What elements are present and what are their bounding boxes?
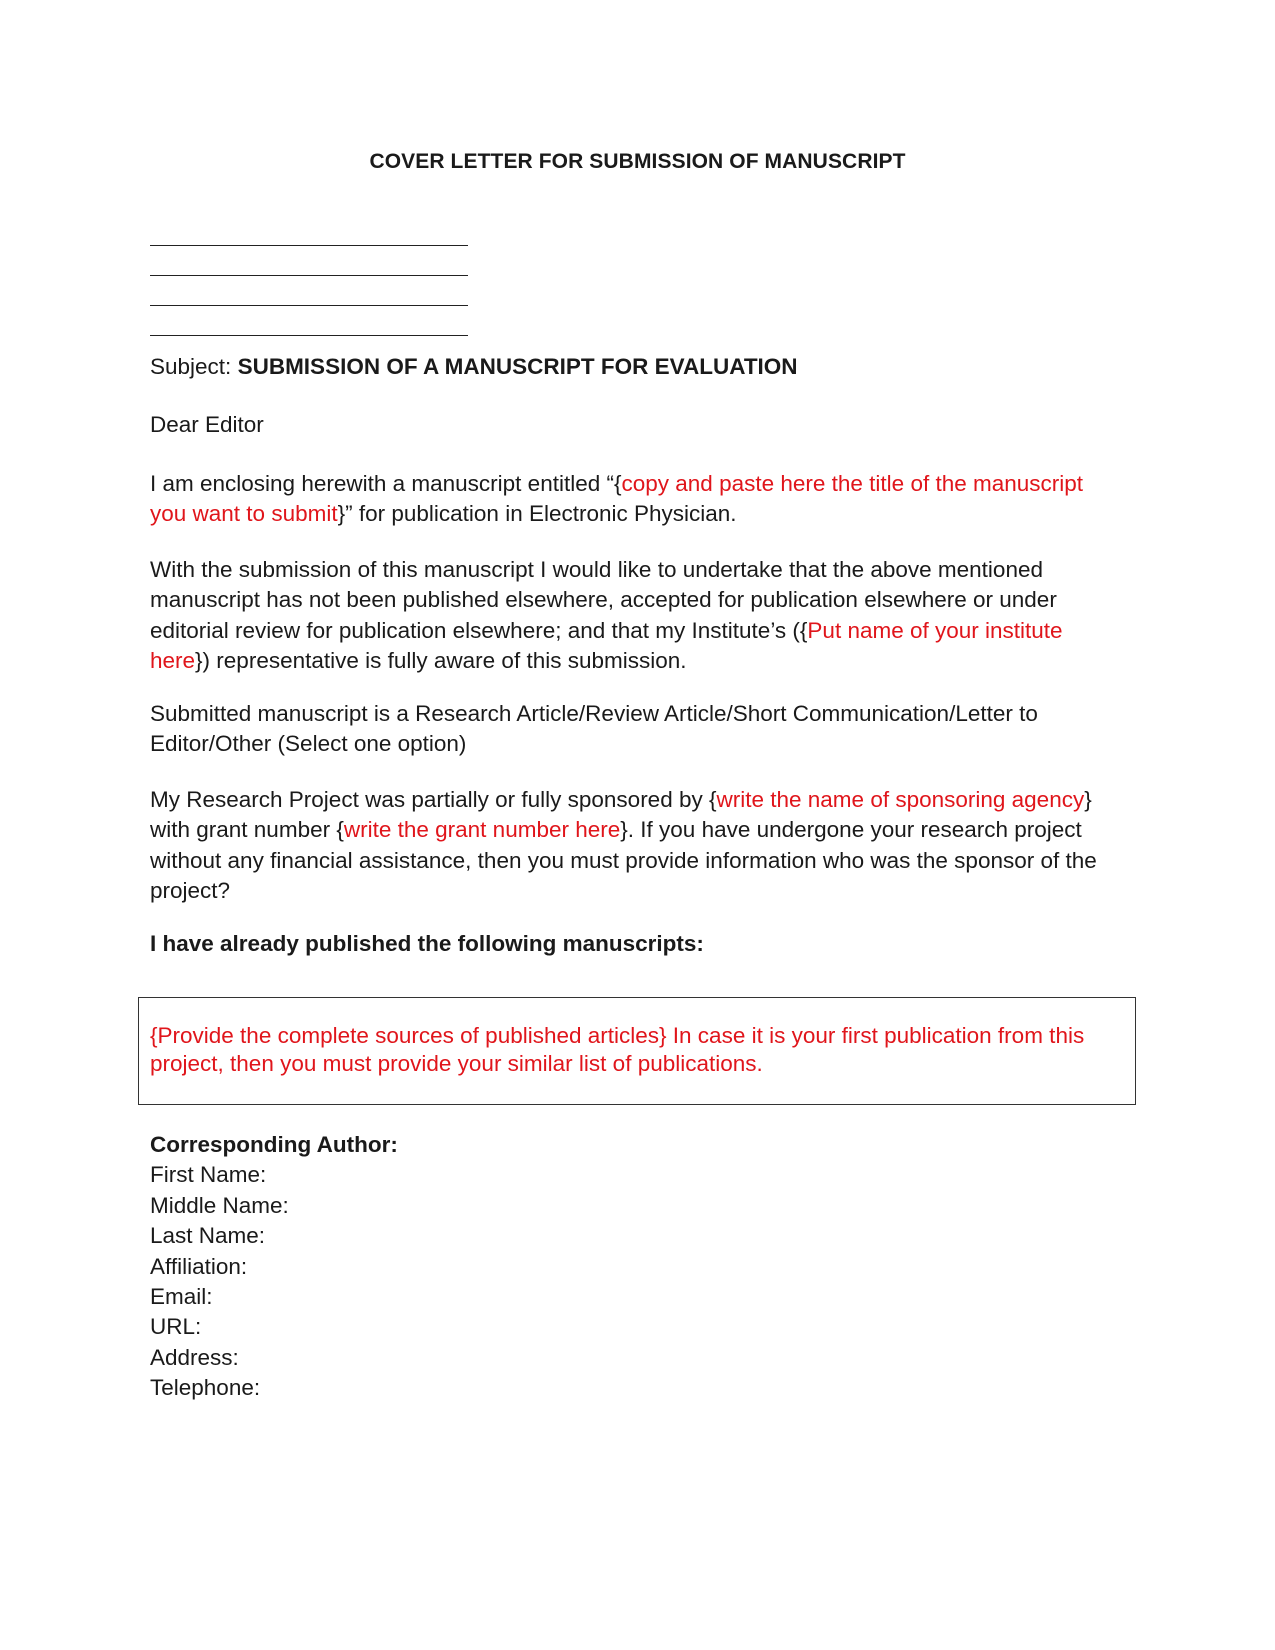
para1-text: I am enclosing herewith a manuscript entitled “{ <box>150 471 622 496</box>
institute-placeholder: Put name of your institute here <box>150 617 1063 674</box>
page-title: COVER LETTER FOR SUBMISSION OF MANUSCRIPT <box>369 150 906 173</box>
field-address: Address: <box>150 1344 239 1370</box>
field-telephone: Telephone: <box>150 1375 261 1401</box>
address-line <box>150 216 468 246</box>
subject-line <box>150 352 1125 382</box>
field-affiliation: Affiliation: <box>150 1253 248 1279</box>
paragraph-manuscript-title <box>150 469 1125 530</box>
field-middle-name: Middle Name: <box>150 1192 289 1218</box>
grant-number-placeholder: write the grant number here <box>343 817 621 843</box>
address-line <box>150 276 468 306</box>
subject-value: SUBMISSION OF A MANUSCRIPT FOR EVALUATION <box>237 354 798 379</box>
salutation: Dear Editor <box>150 412 264 437</box>
para4-text: My Research Project was partially or fully sponsored by { <box>150 787 717 812</box>
field-last-name: Last Name: <box>150 1223 266 1249</box>
para1-text-end: }” for publication in Electronic Physician. <box>337 501 737 527</box>
para2-text: With the submission of this manuscript I would like to undertake that the above mentioned manuscript has not been published elsewhere, accepted for publication elsewhere or under editorial review for publication elsewhere; and that my Institute’s ({ <box>150 557 1057 643</box>
corresponding-author-block <box>150 1130 398 1404</box>
corresponding-author-heading: Corresponding Author: <box>150 1132 398 1157</box>
field-url: URL: <box>150 1314 202 1340</box>
field-first-name: First Name: <box>150 1162 267 1188</box>
para4-text-end: }. If you have undergone your research project without any financial assistance, then you must provide information who was the sponsor of the project? <box>150 817 1097 904</box>
published-manuscripts-box <box>138 997 1136 1105</box>
paragraph-sponsorship <box>150 785 1125 907</box>
subject-label: Subject: <box>150 354 238 379</box>
para2-text-end: }) representative is fully aware of this submission. <box>195 648 687 674</box>
paragraph-article-type: Submitted manuscript is a Research Article/Review Article/Short Communication/Letter to Editor/Other (Select one option) <box>150 701 1038 757</box>
field-email: Email: <box>150 1284 213 1310</box>
sponsoring-agency-placeholder: write the name of sponsoring agency <box>716 787 1085 812</box>
published-heading: I have already published the following manuscripts: <box>150 931 704 956</box>
paragraph-undertaking <box>150 555 1125 677</box>
published-manuscripts-placeholder: {Provide the complete sources of published articles} In case it is your first publication from this project, then you must provide your similar list of publications. <box>150 1023 1085 1076</box>
manuscript-title-placeholder: copy and paste here the title of the manuscript you want to submit <box>150 471 1084 527</box>
recipient-address-block <box>150 216 468 336</box>
address-line <box>150 306 468 336</box>
para4-text-mid: } with grant number { <box>150 787 1092 843</box>
address-line <box>150 246 468 276</box>
